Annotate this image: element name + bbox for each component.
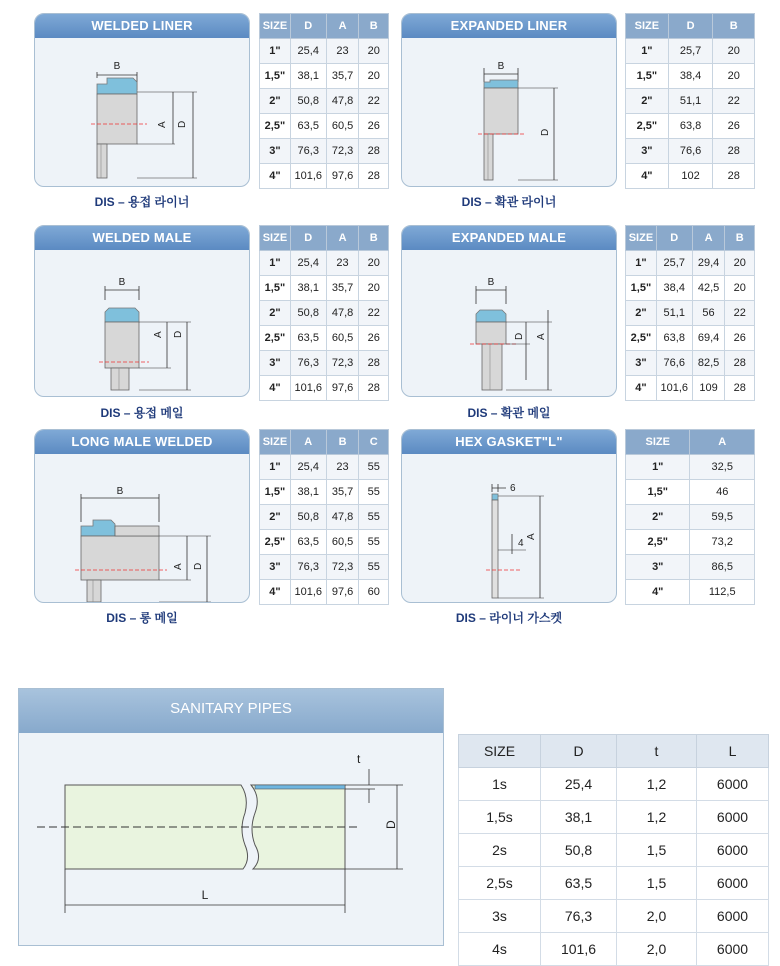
expanded-liner-panel <box>401 13 617 187</box>
welded-male-table <box>259 225 389 401</box>
table-row: 1" 25,7 29,4 20 <box>626 251 755 276</box>
table-row: 4" 101,6 97,6 60 <box>260 580 389 605</box>
dim-b-label: B <box>118 277 126 288</box>
dim-d-label: D <box>514 332 525 340</box>
welded-male-caption: DIS – 용접 메일 <box>100 406 184 420</box>
expanded-liner-caption: DIS – 확관 라이너 <box>461 195 557 209</box>
table-row: 2s 50,8 1,5 6000 <box>459 834 769 867</box>
sanitary-pipes-title: SANITARY PIPES <box>19 689 443 733</box>
welded-male-drawing <box>35 250 250 397</box>
table-row: 3" 76,3 72,3 55 <box>260 555 389 580</box>
dim-d-label: D <box>177 120 188 128</box>
table-row: 2,5" 63,8 26 <box>626 114 755 139</box>
table-row: 1,5s 38,1 1,2 6000 <box>459 801 769 834</box>
dim-a-label: A <box>526 533 537 540</box>
table-row: 3" 76,3 72,3 28 <box>260 139 389 164</box>
welded-male-panel <box>34 225 250 397</box>
table-row: 2" 50,8 47,8 22 <box>260 89 389 114</box>
table-row: 2" 51,1 22 <box>626 89 755 114</box>
table-row: 2,5" 63,5 60,5 26 <box>260 326 389 351</box>
dim-d-label: D <box>193 562 204 570</box>
dim-b-label: B <box>497 61 505 72</box>
table-row: 1s 25,4 1,2 6000 <box>459 768 769 801</box>
welded-liner-panel <box>34 13 250 187</box>
table-header-row: SIZE A B C <box>260 430 389 455</box>
table-row: 1" 25,7 20 <box>626 39 755 64</box>
table-row: 1,5" 38,1 35,7 20 <box>260 64 389 89</box>
table-header-row: SIZE D A B <box>626 226 755 251</box>
table-row: 1,5" 46 <box>626 480 755 505</box>
table-row: 1,5" 38,4 42,5 20 <box>626 276 755 301</box>
table-row: 4" 112,5 <box>626 580 755 605</box>
table-row: 2,5" 63,5 60,5 55 <box>260 530 389 555</box>
expanded-male-panel <box>401 225 617 397</box>
expanded-male-title: EXPANDED MALE <box>402 226 616 250</box>
dim-six-label: 6 <box>510 483 516 494</box>
dim-d-label: D <box>384 820 398 829</box>
table-row: 2" 50,8 47,8 55 <box>260 505 389 530</box>
table-header-row: SIZE D A B <box>260 226 389 251</box>
dim-l-label: L <box>201 888 209 902</box>
expanded-liner-table <box>625 13 755 189</box>
expanded-male-caption: DIS – 확관 메일 <box>467 406 551 420</box>
dim-a-label: A <box>173 563 184 570</box>
long-male-welded-caption: DIS – 롱 메일 <box>106 611 178 625</box>
table-row: 3" 76,3 72,3 28 <box>260 351 389 376</box>
welded-liner-caption: DIS – 용접 라이너 <box>94 195 190 209</box>
table-row: 3" 86,5 <box>626 555 755 580</box>
welded-liner-title: WELDED LINER <box>35 14 249 38</box>
dim-b-label: B <box>113 61 121 72</box>
dim-a-label: A <box>153 331 164 338</box>
table-row: 1" 25,4 23 20 <box>260 251 389 276</box>
welded-liner-drawing <box>35 38 250 187</box>
hex-gasket-title: HEX GASKET"L" <box>402 430 616 454</box>
table-row: 3" 76,6 82,5 28 <box>626 351 755 376</box>
sanitary-pipes-drawing <box>19 733 443 945</box>
table-row: 1" 32,5 <box>626 455 755 480</box>
table-row: 3" 76,6 28 <box>626 139 755 164</box>
expanded-male-drawing <box>402 250 617 397</box>
table-row: 3s 76,3 2,0 6000 <box>459 900 769 933</box>
expanded-male-table <box>625 225 755 401</box>
table-row: 1,5" 38,1 35,7 55 <box>260 480 389 505</box>
hex-gasket-caption: DIS – 라이너 가스켓 <box>455 611 563 625</box>
dim-b-label: B <box>487 277 495 288</box>
dim-a-label: A <box>157 121 168 128</box>
hex-gasket-panel <box>401 429 617 603</box>
table-row: 4" 101,6 97,6 28 <box>260 164 389 189</box>
table-row: 2,5s 63,5 1,5 6000 <box>459 867 769 900</box>
hex-gasket-drawing <box>402 454 617 603</box>
long-male-welded-table <box>259 429 389 605</box>
sanitary-pipes-table <box>458 734 769 966</box>
dim-four-label: 4 <box>518 538 524 549</box>
table-row: 2" 59,5 <box>626 505 755 530</box>
table-row: 4s 101,6 2,0 6000 <box>459 933 769 966</box>
sanitary-pipes-panel <box>18 688 444 946</box>
expanded-liner-drawing <box>402 38 617 187</box>
dim-a-label: A <box>536 333 547 340</box>
dim-b-label: B <box>116 486 124 497</box>
welded-liner-table <box>259 13 389 189</box>
dim-d-label: D <box>540 128 551 136</box>
table-row: 1,5" 38,4 20 <box>626 64 755 89</box>
table-row: 2" 51,1 56 22 <box>626 301 755 326</box>
table-row: 2,5" 73,2 <box>626 530 755 555</box>
table-row: 1" 25,4 23 55 <box>260 455 389 480</box>
long-male-welded-drawing <box>35 454 250 603</box>
expanded-liner-title: EXPANDED LINER <box>402 14 616 38</box>
table-row: 1" 25,4 23 20 <box>260 39 389 64</box>
dim-t-label: t <box>357 752 361 766</box>
table-row: 2" 50,8 47,8 22 <box>260 301 389 326</box>
welded-male-title: WELDED MALE <box>35 226 249 250</box>
hex-gasket-table <box>625 429 755 605</box>
dim-d-label: D <box>173 330 184 338</box>
table-row: 2,5" 63,8 69,4 26 <box>626 326 755 351</box>
long-male-welded-title: LONG MALE WELDED <box>35 430 249 454</box>
long-male-welded-panel <box>34 429 250 603</box>
table-row: 2,5" 63,5 60,5 26 <box>260 114 389 139</box>
table-header-row: SIZE A <box>626 430 755 455</box>
table-row: 1,5" 38,1 35,7 20 <box>260 276 389 301</box>
table-row: 4" 101,6 97,6 28 <box>260 376 389 401</box>
table-header-row: SIZE D t L <box>459 735 769 768</box>
table-header-row: SIZE D A B <box>260 14 389 39</box>
table-row: 4" 102 28 <box>626 164 755 189</box>
table-header-row: SIZE D B <box>626 14 755 39</box>
table-row: 4" 101,6 109 28 <box>626 376 755 401</box>
